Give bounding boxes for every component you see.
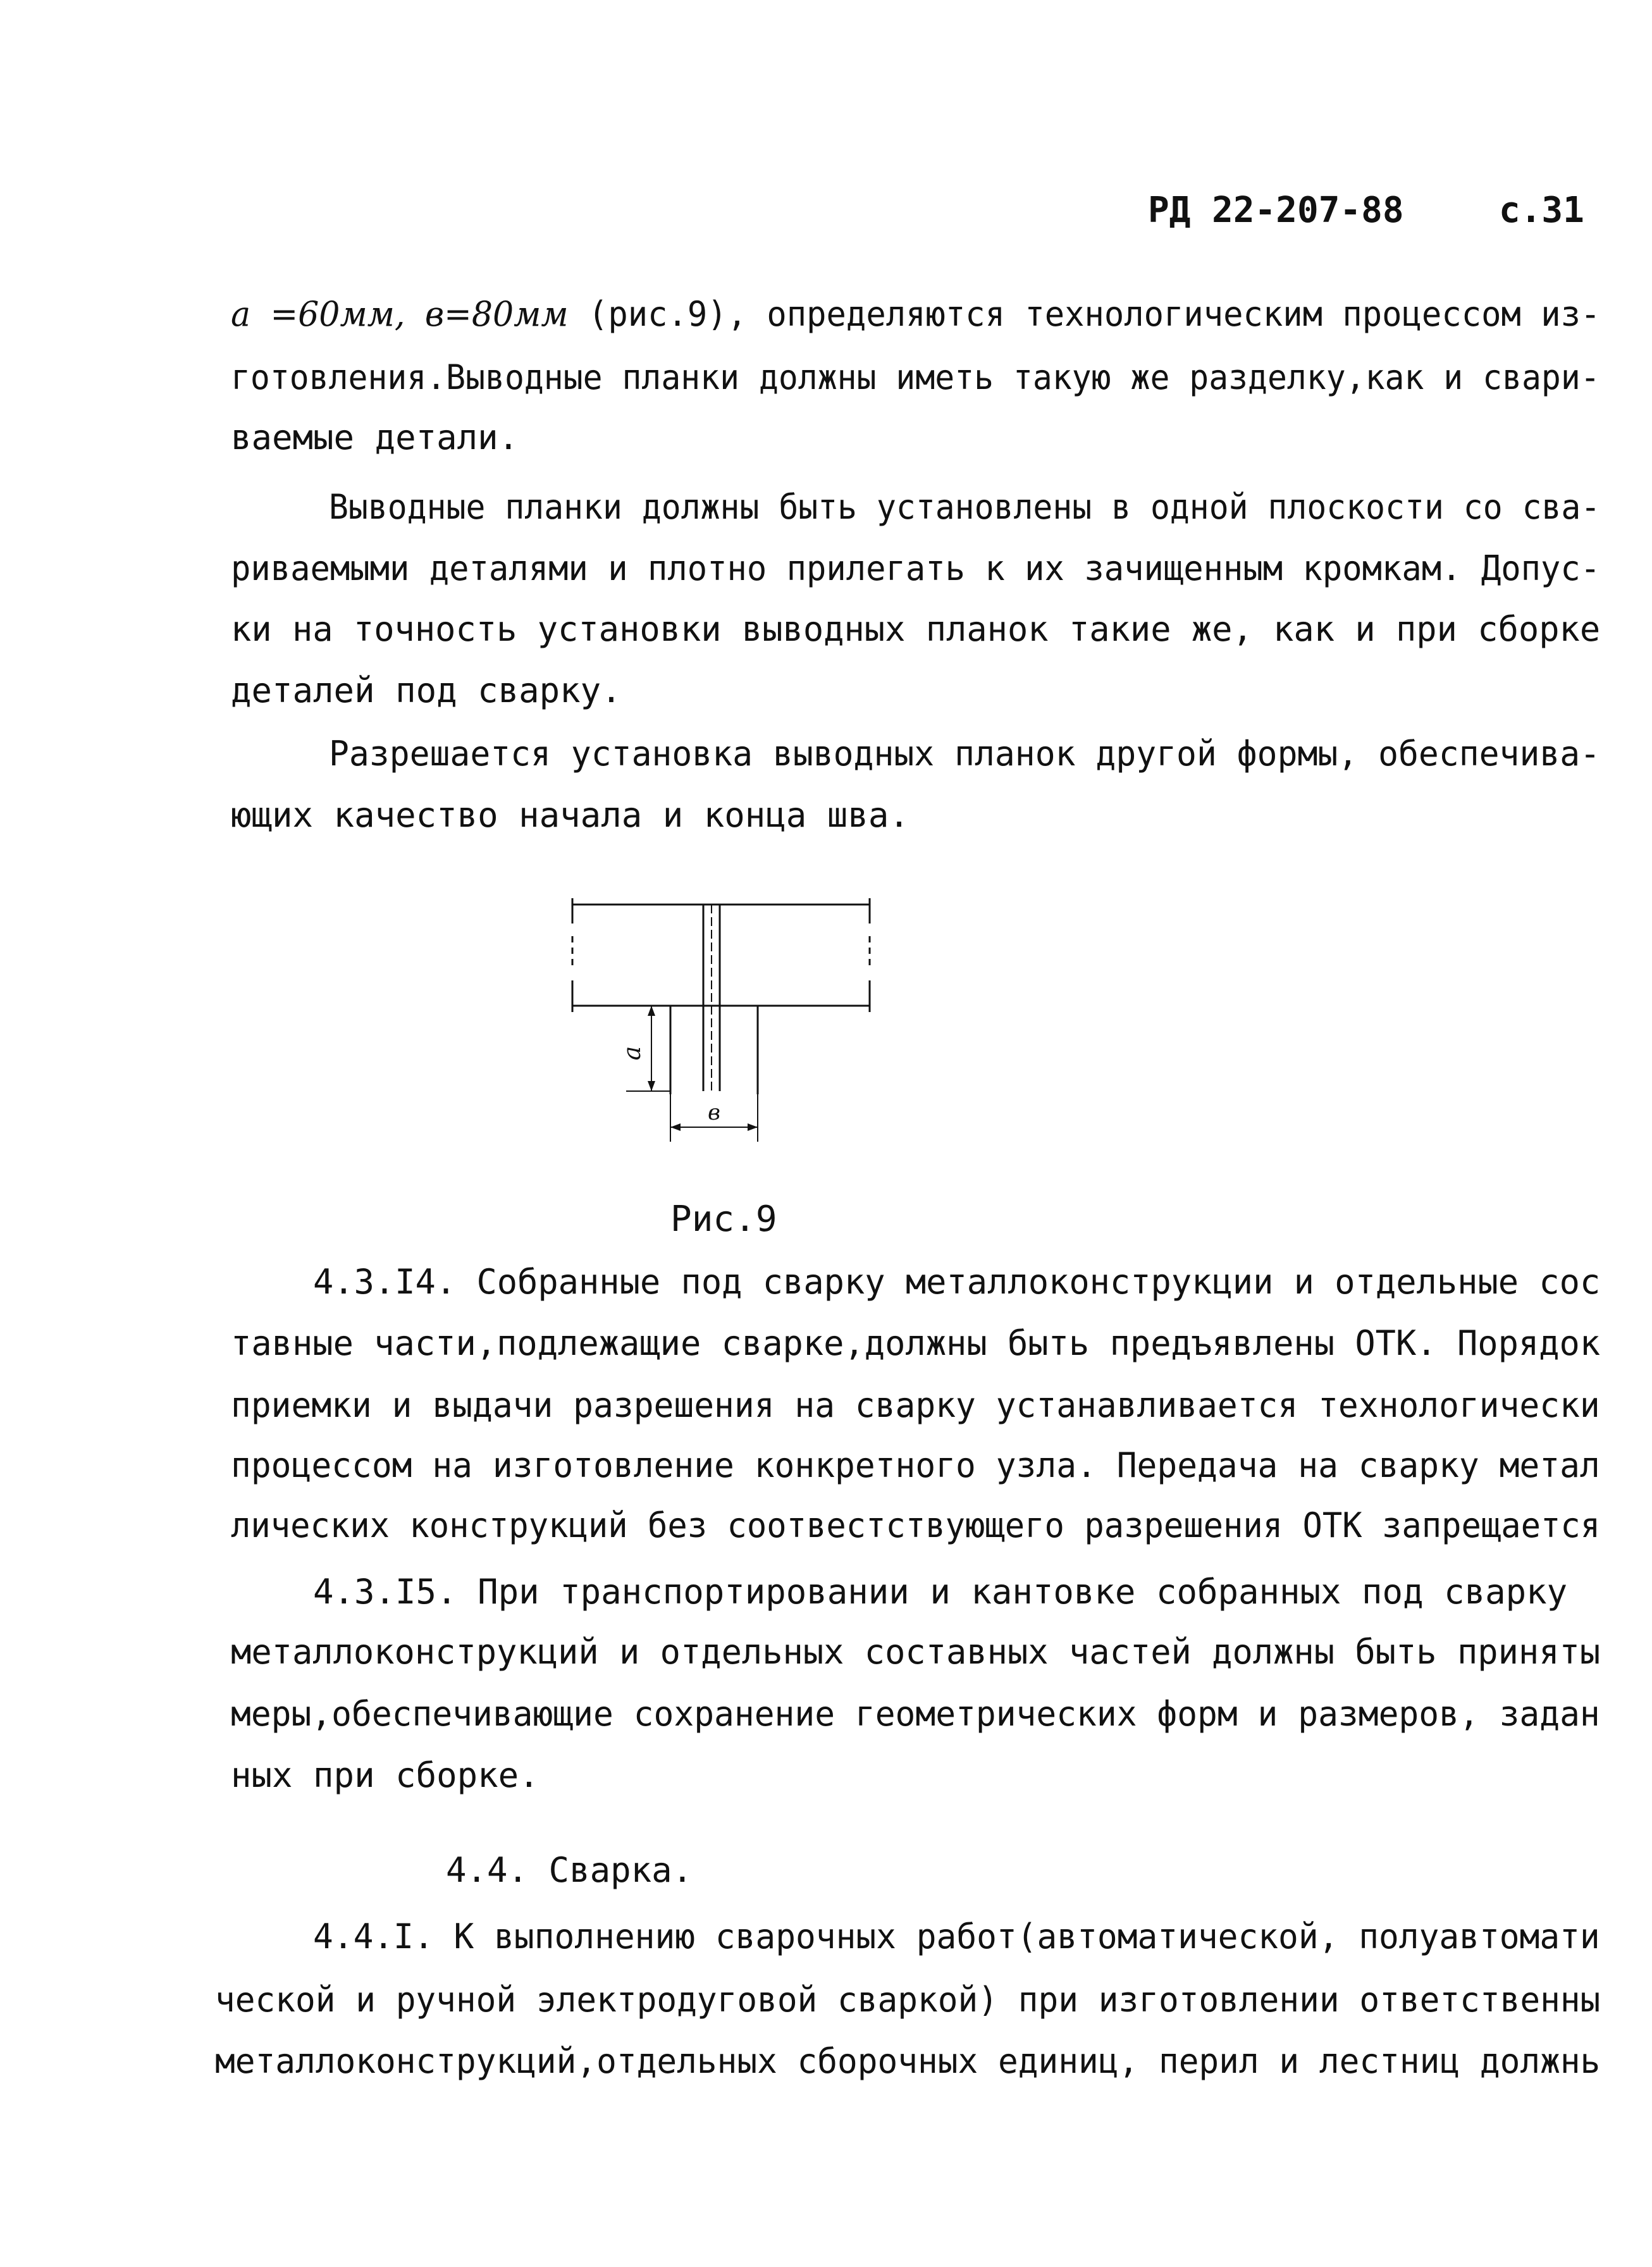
dimension-label-a: a (618, 1046, 646, 1061)
section-4-3-14-line-2: тавные части,подлежащие сварке,должны быть предъявлены ОТК. Порядок (231, 1323, 1601, 1363)
figure-9-drawing (557, 886, 885, 1164)
dimension-label-b: в (708, 1100, 720, 1125)
paragraph-1-line-1-text: (рис.9), определяются технологическим процессом из- (588, 294, 1601, 334)
paragraph-1-line-2: готовления.Выводные планки должны иметь такую же разделку,как и свари- (231, 357, 1600, 397)
dim-a-arrow-top (648, 1006, 655, 1016)
paragraph-2-line-2: риваемыми деталями и плотно прилегать к их зачищенным кромкам. Допус- (231, 548, 1601, 588)
value-a: =60мм, (270, 294, 405, 334)
variable-a: a (231, 294, 251, 334)
dim-b-arrow-right (748, 1123, 758, 1131)
dim-a-arrow-bottom (648, 1081, 655, 1091)
figure-caption: Рис.9 (670, 1199, 777, 1240)
paragraph-2-line-3: ки на точность установки выводных планок такие же, как и при сборке (231, 609, 1601, 649)
value-b: =80мм (444, 294, 569, 334)
section-4-3-15-line-1: 4.3.I5. При транспортировании и кантовке собранных под сварку (313, 1572, 1568, 1612)
paragraph-3-line-1: Разрешается установка выводных планок другой формы, обеспечива- (329, 734, 1601, 774)
section-4-4-heading: 4.4. Сварка. (446, 1850, 693, 1890)
dim-b-arrow-left (670, 1123, 681, 1131)
paragraph-3-line-2: ющих качество начала и конца шва. (231, 795, 909, 835)
section-4-3-15-line-2: металлоконструкций и отдельных составных частей должны быть приняты (231, 1632, 1601, 1672)
paragraph-2-line-1: Выводные планки должны быть установлены в одной плоскости со сва- (329, 487, 1601, 527)
page-number: с.31 (1499, 190, 1584, 231)
paragraph-1-line-1 (231, 294, 1601, 334)
section-4-3-15-line-3: меры,обеспечивающие сохранение геометрических форм и размеров, задан (231, 1694, 1600, 1734)
section-4-3-14-line-5: лических конструкций без соотвестствующего разрешения ОТК запрещается (231, 1505, 1601, 1545)
document-code: РД 22-207-88 (1148, 190, 1404, 231)
section-4-3-14-line-1: 4.3.I4. Собранные под сварку металлоконструкции и отдельные сос (313, 1262, 1601, 1302)
section-4-4-1-line-2: ческой и ручной электродуговой сваркой) при изготовлении ответственны (215, 1980, 1601, 2020)
paragraph-2-line-4: деталей под сварку. (231, 670, 622, 710)
paragraph-1-line-3: ваемые детали. (231, 417, 519, 457)
section-4-4-1-line-3: металлоконструкций,отдельных сборочных единиц, перил и лестниц должнь (215, 2041, 1601, 2081)
section-4-3-14-line-3: приемки и выдачи разрешения на сварку устанавливается технологически (231, 1385, 1600, 1425)
section-4-3-14-line-4: процессом на изготовление конкретного узла. Передача на сварку метал (231, 1445, 1600, 1485)
section-4-3-15-line-4: ных при сборке. (231, 1755, 539, 1795)
section-4-4-1-line-1: 4.4.I. К выполнению сварочных работ(автоматической, полуавтомати (313, 1917, 1600, 1956)
variable-b: в (424, 294, 445, 334)
